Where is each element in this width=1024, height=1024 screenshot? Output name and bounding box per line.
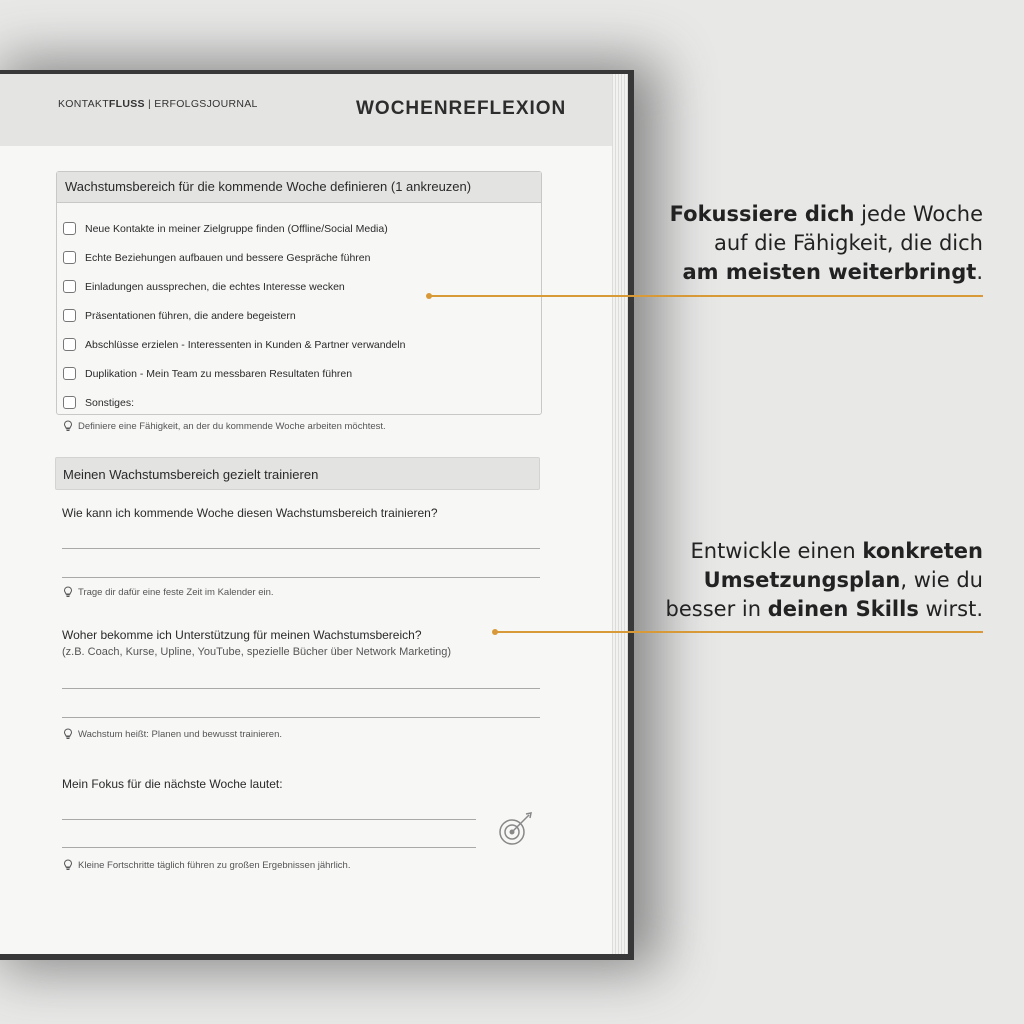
hint-progress: Kleine Fortschritte täglich führen zu großen Ergebnissen jährlich. bbox=[62, 859, 350, 871]
lightbulb-icon bbox=[62, 728, 74, 740]
checkbox[interactable] bbox=[63, 280, 76, 293]
answer-line[interactable] bbox=[62, 688, 540, 689]
lightbulb-icon bbox=[62, 420, 74, 432]
checkbox[interactable] bbox=[63, 309, 76, 322]
checkbox[interactable] bbox=[63, 222, 76, 235]
brand-logo: KONTAKTFLUSS | ERFOLGSJOURNAL bbox=[58, 98, 258, 110]
answer-line[interactable] bbox=[62, 548, 540, 549]
callout-focus: Fokussiere dich jede Woche auf die Fähigkeit, die dich am meisten weiterbringt. bbox=[669, 202, 983, 284]
checkbox[interactable] bbox=[63, 338, 76, 351]
lightbulb-icon bbox=[62, 859, 74, 871]
hint-growth: Wachstum heißt: Planen und bewusst trainieren. bbox=[62, 728, 282, 740]
answer-line[interactable] bbox=[62, 717, 540, 718]
option-item[interactable]: Neue Kontakte in meiner Zielgruppe finden (Offline/Social Media) bbox=[63, 214, 405, 243]
training-section-title: Meinen Wachstumsbereich gezielt trainieren bbox=[55, 457, 540, 490]
target-icon bbox=[496, 810, 536, 850]
callout-leader-line bbox=[429, 295, 983, 297]
growth-area-box bbox=[56, 171, 542, 415]
checkbox[interactable] bbox=[63, 251, 76, 264]
callout-plan: Entwickle einen konkreten Umsetzungsplan, wie du besser in deinen Skills wirst. bbox=[665, 539, 983, 621]
option-item[interactable]: Echte Beziehungen aufbauen und bessere Gespräche führen bbox=[63, 243, 405, 272]
answer-line[interactable] bbox=[62, 819, 476, 820]
option-item[interactable]: Abschlüsse erzielen - Interessenten in Kunden & Partner verwandeln bbox=[63, 330, 405, 359]
callout-leader-line bbox=[495, 631, 983, 633]
lightbulb-icon bbox=[62, 586, 74, 598]
checkbox[interactable] bbox=[63, 396, 76, 409]
answer-line[interactable] bbox=[62, 847, 476, 848]
question-support-sub: (z.B. Coach, Kurse, Upline, YouTube, spezielle Bücher über Network Marketing) bbox=[62, 646, 452, 658]
option-item[interactable]: Sonstiges: bbox=[63, 388, 405, 417]
growth-options bbox=[63, 214, 405, 417]
growth-area-title: Wachstumsbereich für die kommende Woche definieren (1 ankreuzen) bbox=[57, 172, 541, 203]
hint-define-skill: Definiere eine Fähigkeit, an der du kommende Woche arbeiten möchtest. bbox=[62, 420, 386, 432]
page-header bbox=[0, 74, 612, 146]
checkbox[interactable] bbox=[63, 367, 76, 380]
option-item[interactable]: Duplikation - Mein Team zu messbaren Resultaten führen bbox=[63, 359, 405, 388]
hint-calendar: Trage dir dafür eine feste Zeit im Kalender ein. bbox=[62, 586, 274, 598]
option-item[interactable]: Einladungen aussprechen, die echtes Interesse wecken bbox=[63, 272, 405, 301]
question-train: Wie kann ich kommende Woche diesen Wachstumsbereich trainieren? bbox=[62, 506, 438, 520]
page-title: WOCHENREFLEXION bbox=[356, 98, 567, 119]
question-support: Woher bekomme ich Unterstützung für meinen Wachstumsbereich? bbox=[62, 628, 422, 642]
question-focus: Mein Fokus für die nächste Woche lautet: bbox=[62, 777, 283, 791]
option-item[interactable]: Präsentationen führen, die andere begeistern bbox=[63, 301, 405, 330]
answer-line[interactable] bbox=[62, 577, 540, 578]
journal-page bbox=[0, 74, 612, 954]
